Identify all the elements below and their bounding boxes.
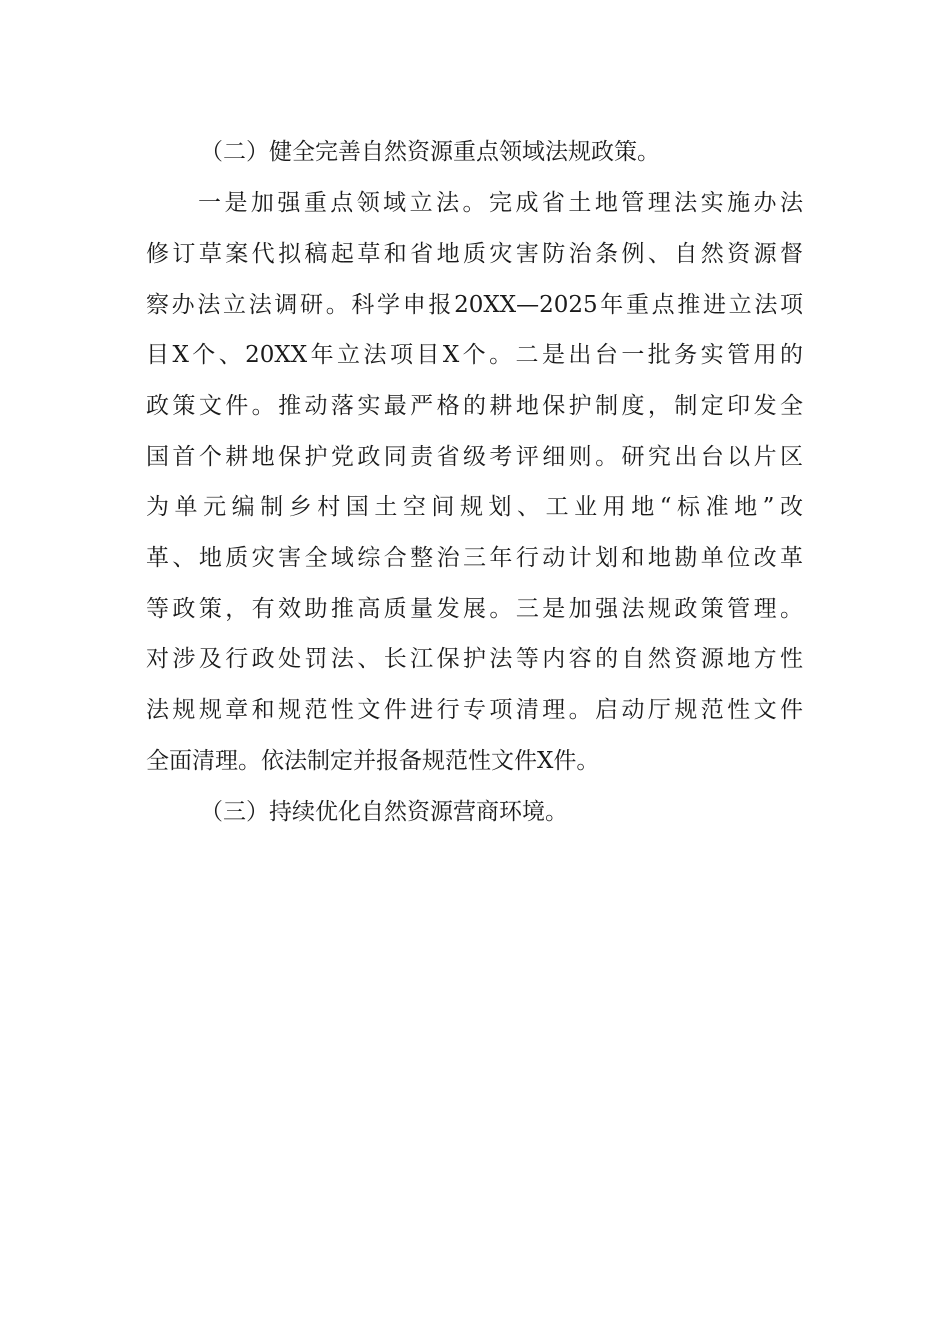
paragraph-line: 法规规章和规范性文件进行专项清理。启动厅规范性文件 [146,697,803,723]
paragraph-line: 政策文件。推动落实最严格的耕地保护制度，制定印发全 [146,393,803,419]
paragraph-line: 国首个耕地保护党政同责省级考评细则。研究出台以片区 [146,444,803,470]
paragraph-line: 革、地质灾害全域综合整治三年行动计划和地勘单位改革 [146,545,803,571]
section-heading-3: （三）持续优化自然资源营商环境。 [200,799,568,825]
paragraph-line: 修订草案代拟稿起草和省地质灾害防治条例、自然资源督 [146,241,803,267]
paragraph-line: 为单元编制乡村国土空间规划、工业用地“标准地”改 [146,494,803,520]
paragraph-line: 一是加强重点领域立法。完成省土地管理法实施办法 [198,190,803,216]
paragraph-line: 全面清理。依法制定并报备规范性文件X件。 [146,748,600,774]
paragraph-line: 对涉及行政处罚法、长江保护法等内容的自然资源地方性 [146,646,803,672]
paragraph-line: 察办法立法调研。科学申报20XX—2025年重点推进立法项 [146,292,803,318]
section-heading-2: （二）健全完善自然资源重点领域法规政策。 [200,139,660,165]
paragraph-line: 目X个、20XX年立法项目X个。二是出台一批务实管用的 [146,342,803,368]
paragraph-line: 等政策，有效助推高质量发展。三是加强法规政策管理。 [146,596,803,622]
